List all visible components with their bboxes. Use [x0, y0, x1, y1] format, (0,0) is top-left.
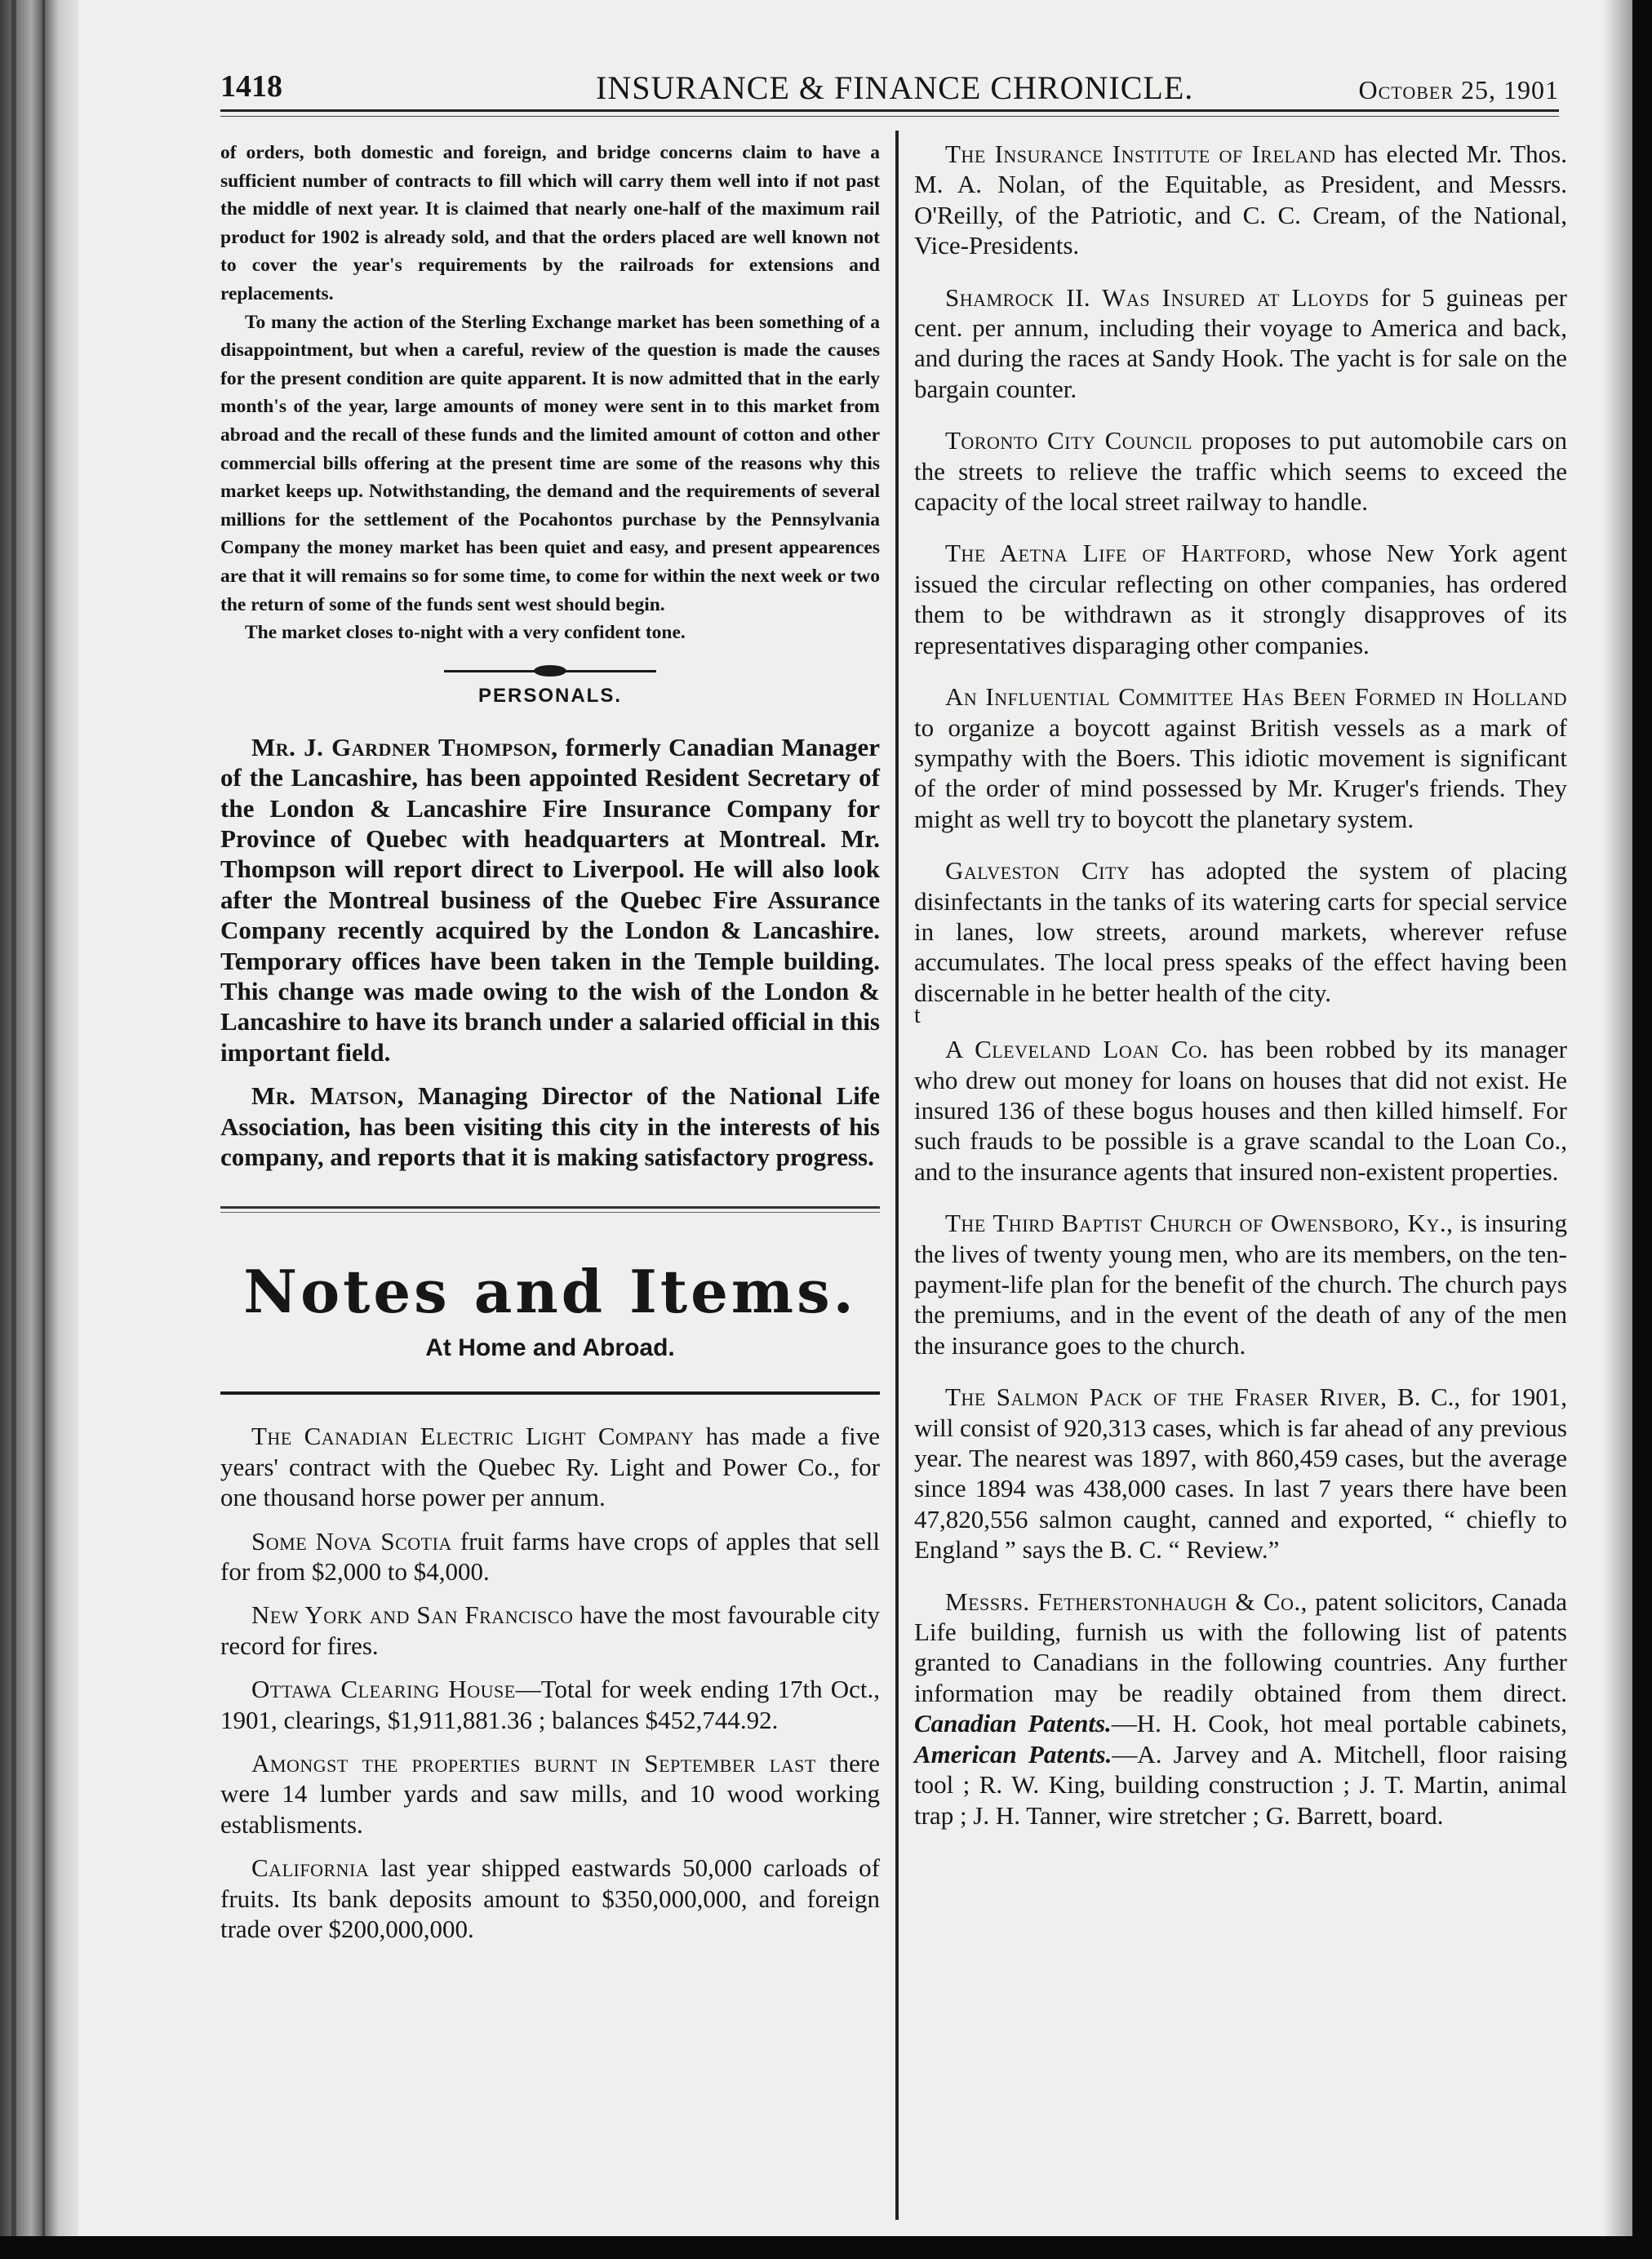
note-lead: Galveston City: [945, 856, 1130, 885]
note-body: has made a five years' contract with the Quebec Ry. Light and Power Co., for one thousand horse power per annum.: [220, 1422, 880, 1512]
note-item: [220, 1674, 880, 1735]
canadian-patents-text: —H. H. Cook, hot meal portable cabinets,: [1111, 1709, 1567, 1738]
american-patents-label: American Patents.: [914, 1739, 1112, 1769]
note-body: to organize a boycott against British vessels as a mark of sympathy with the Boers. This idiotic movement is significant of the order of mind possessed by Mr. Kruger's friends. They might as well try to boycott the planetary system.: [914, 712, 1567, 833]
note-lead: Amongst the properties burnt in September last: [251, 1749, 816, 1778]
note-lead: The Aetna Life of Hartford,: [945, 539, 1293, 568]
section-double-rule: [220, 1206, 880, 1213]
note-body: patent solicitors, Canada Life building, furnish us with the following list of patents granted to Canadians in the following countries. Any further information may be readily obtained from them direct.: [914, 1587, 1567, 1707]
personal-body: formerly Canadian Manager of the Lancashire, has been appointed Resident Secretary of the London & Lancashire Fire Insurance Company for Province of Quebec with headquarters at Montreal. Mr. Thompson will report direct to Liverpool. He will also look after the Montreal business of the Quebec Fire Assurance Company recently acquired by the London & Lancashire. Temporary offices have been taken in the Temple building. This change was made owing to the wish of the London & Lancashire to have its branch under a salaried official in this important field.: [220, 732, 880, 1067]
note-item: [220, 1600, 880, 1661]
note-item: [914, 855, 1567, 1008]
note-item: [914, 1587, 1567, 1831]
market-paragraph-2: To many the action of the Sterling Exchange market has been something of a disappointment, but when a careful, review of the question is made the causes for the present condition are quite apparent. It is now admitted that in the early month's of the year, large amounts of money were sent in to this market from abroad and the recall of these funds and the limited amount of cotton and other commercial bills offering at the present time are some of the reasons why this market keeps up. Notwithstanding, the demand and the requirements of several millions for the settlement of the Pocahontos purchase by the Pennsylvania Company the money market has been quiet and easy, and present appearences are that it will remains so for some time, to come for within the next week or two the return of some of the funds sent west should begin.: [220, 311, 880, 615]
note-item: [914, 1034, 1567, 1187]
note-lead: Some Nova Scotia: [251, 1526, 452, 1556]
personal-item: [220, 1081, 880, 1172]
note-body: B. C., for 1901, will consist of 920,313 cases, which is far ahead of any previous year. The nearest was 1897, with 860,459 cases, but the average since 1894 was 438,000 cases. In last 7 years there have been 47,820,556 salmon caught, canned and exported, “ chiefly to England ” says the B. C. “ Review.”: [914, 1382, 1567, 1564]
notes-and-items-title: Notes and Items.: [243, 1257, 857, 1327]
note-body: —Total for week ending 17th Oct., 1901, clearings, $1,911,881.36 ; balances $452,744.92.: [220, 1675, 880, 1734]
personals-heading: PERSONALS.: [477, 684, 623, 707]
note-item: [914, 538, 1567, 660]
note-body: for 5 guineas per cent. per annum, including their voyage to America and back, and during the races at Sandy Hook. The yacht is for sale on the bargain counter.: [914, 282, 1567, 403]
column-divider: [895, 131, 899, 2220]
note-item: [914, 139, 1567, 261]
note-item: [220, 1526, 880, 1587]
note-lead: Toronto City Council: [945, 426, 1192, 455]
market-paragraph-1: of orders, both domestic and foreign, and bridge concerns claim to have a sufficient number of contracts to fill which will carry them well into if not past the middle of next year. It is claimed that nearly one-half of the maximum rail product for 1902 is already sold, and that the orders placed are well known not to cover the year's requirements by the railroads for extensions and replacements.: [220, 142, 880, 304]
right-column: [914, 139, 1567, 1831]
note-item: [220, 1853, 880, 1944]
note-item: [220, 1421, 880, 1512]
notes-rule: [220, 1391, 880, 1395]
note-body: last year shipped eastwards 50,000 carloads of fruits. Its bank deposits amount to $350,000,000, and foreign trade over $200,000,000.: [220, 1853, 880, 1944]
note-body: has elected Mr. Thos. M. A. Nolan, of the Equitable, as President, and Messrs. O'Reilly, of the Patriotic, and C. C. Cream, of the National, Vice-Presidents.: [914, 140, 1567, 260]
page-edge-shadow: [1603, 0, 1632, 2236]
note-lead: California: [251, 1853, 370, 1883]
note-body: is insuring the lives of twenty young men, who are its members, on the ten-payment-life plan for the benefit of the church. The church pays the premiums, and in the event of the death of any of the men the insurance goes to the church.: [914, 1209, 1567, 1360]
ornament-divider: [444, 665, 656, 677]
page-binding-edge: [0, 0, 78, 2236]
note-item: [220, 1748, 880, 1840]
issue-date: October 25, 1901: [1358, 75, 1559, 104]
note-lead: Messrs. Fetherstonhaugh & Co.,: [945, 1587, 1308, 1616]
note-lead: Ottawa Clearing House: [251, 1675, 516, 1704]
page-number: 1418: [220, 69, 282, 104]
note-body: proposes to put automobile cars on the streets to relieve the traffic which seems to exceed the capacity of the local street railway to handle.: [914, 426, 1567, 517]
personal-lead: Mr. Matson,: [251, 1081, 404, 1111]
notes-subtitle: At Home and Abroad.: [425, 1334, 675, 1362]
note-body: there were 14 lumber yards and saw mills, and 10 wood working establisments.: [220, 1749, 880, 1839]
note-lead: New York and San Francisco: [251, 1600, 574, 1630]
masthead: INSURANCE & FINANCE CHRONICLE.: [596, 69, 1194, 106]
market-paragraph-3: The market closes to-night with a very confident tone.: [245, 622, 686, 644]
personal-body: Managing Director of the National Life Association, has been visiting this city in the interests of his company, and reports that it is making satisfactory progress.: [220, 1081, 880, 1171]
personal-lead: Mr. J. Gardner Thompson,: [251, 732, 558, 761]
note-lead: The Salmon Pack of the Fraser River,: [945, 1382, 1388, 1412]
note-body: has been robbed by its manager who drew out money for loans on houses that did not exist. He insured 136 of these bogus houses and then killed himself. For such frauds to be possible is a grave scandal to the Loan Co., and to the insurance agents that insured non-existent properties.: [914, 1035, 1567, 1186]
note-lead: The Canadian Electric Light Company: [251, 1422, 695, 1451]
note-lead: The Third Baptist Church of Owensboro, Ky.,: [945, 1209, 1454, 1238]
note-body: fruit farms have crops of apples that sell for from $2,000 to $4,000.: [220, 1526, 880, 1586]
note-item: [914, 1382, 1567, 1564]
note-body: have the most favourable city record for fires.: [220, 1600, 880, 1660]
header-rule: [220, 109, 1559, 112]
note-item: [914, 1208, 1567, 1360]
american-patents-text: —A. Jarvey and A. Mitchell, floor raising tool ; R. W. King, building construction ; J. T. Martin, animal trap ; J. H. Tanner, wire stretcher ; G. Barrett, board.: [914, 1739, 1567, 1830]
header-rule-thin: [220, 116, 1559, 117]
note-item: [914, 282, 1567, 405]
left-column: [220, 139, 880, 1944]
note-body: has adopted the system of placing disinfectants in the tanks of its watering carts for special service in lanes, low streets, around markets, wherever refuse accumulates. The local press speaks of the effect having been discernable in he better health of the city.: [914, 856, 1567, 1007]
page-header: [220, 64, 1559, 113]
note-body: whose New York agent issued the circular reflecting on other companies, has ordered them to be withdrawn as it strongly disapproves of its representatives disparaging other companies.: [914, 539, 1567, 659]
canadian-patents-label: Canadian Patents.: [914, 1709, 1112, 1738]
note-lead: The Insurance Institute of Ireland: [945, 140, 1336, 168]
note-lead: An Influential Committee Has Been Formed in Holland: [945, 682, 1567, 712]
note-lead: Shamrock II. Was Insured at Lloyds: [945, 282, 1370, 312]
personal-item: [220, 732, 880, 1067]
stray-character: t: [914, 1003, 921, 1029]
note-lead: A Cleveland Loan Co.: [945, 1035, 1209, 1064]
note-item: [914, 425, 1567, 517]
note-item: [914, 681, 1567, 834]
